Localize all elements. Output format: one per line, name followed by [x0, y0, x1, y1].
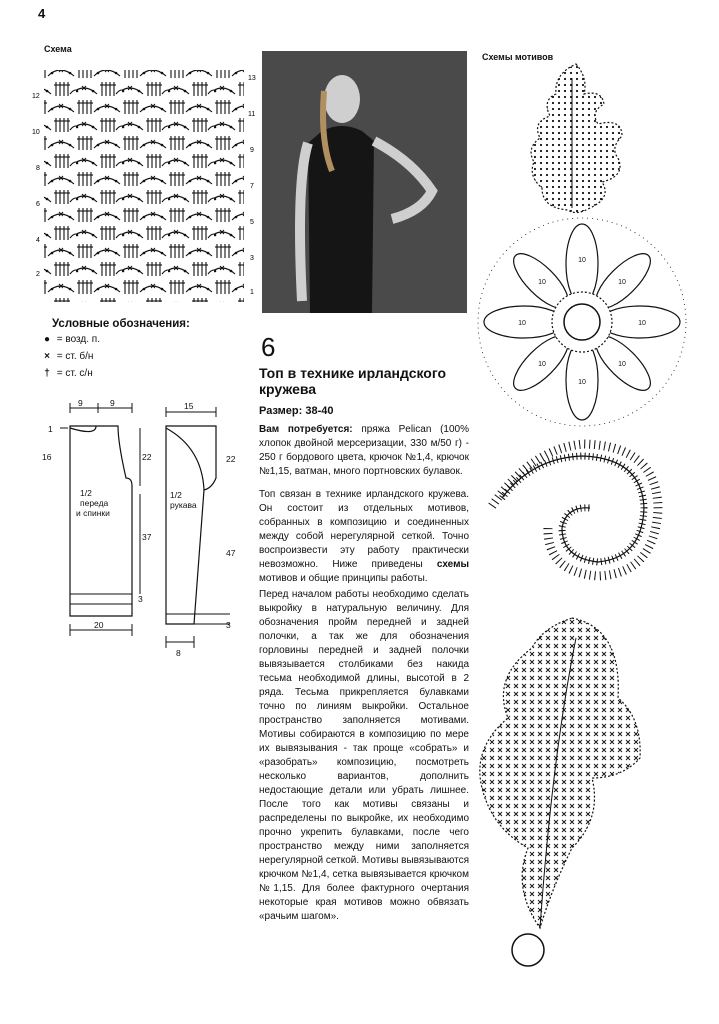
dimension-label: 8 [176, 648, 181, 658]
legend-item [40, 368, 93, 379]
piece-label: 1/2 [170, 490, 182, 500]
pattern-front-back [38, 398, 168, 660]
large-leaf-motif [480, 618, 640, 966]
dimension-label: 9 [110, 398, 115, 408]
petal-number: 10 [618, 279, 626, 286]
legend-symbol: † [44, 368, 50, 379]
stitch-chart [30, 62, 260, 307]
row-number: 1 [250, 289, 254, 296]
materials-paragraph [259, 423, 469, 479]
dimension-label: 3 [138, 594, 143, 604]
dimension-label: 22 [142, 452, 152, 462]
model-silhouette [262, 51, 467, 313]
dimension-label: 47 [226, 548, 236, 558]
flower-motif [478, 218, 686, 426]
dimension-label: 15 [184, 401, 194, 411]
paragraph-2: Перед началом работы необходимо сделать выкройку в натуральную величину. Для обозначения пройм передней и задней полочки, а так же для обозначения горловины передней и задней полочки вывязывается столбиками без накида тесьма необходимой длины, высотой в 2 ряда. Тесьма прикрепляется булавками точно по линиям выкройки. Остальное пространство заполняется мотивами. Мотивы собираются в композицию по мере их вывязывания - так проще «собрать» и «разобрать» композицию, посмотреть несколько вариантов, дополнить недостающие детали или убрать лишнее. После того как мотивы связаны и распределены по выкройке, их необходимо прочно укрепить булавками, после чего пространство между ними заполняется нерегулярной сеткой. Мотивы вывязываются крючком №1,4, сетка вывязывается крючком №1,15. Для более фактурного очертания некоторые края мотивов можно обвязать «рачьим шагом». [259, 589, 469, 922]
dimension-label: 22 [226, 454, 236, 464]
legend-symbol: ● [43, 334, 51, 345]
paragraph-1-text: Топ связан в технике ирландского кружева. Он состоит из отдельных мотивов, собранных в композицию и соединенных между собой нерегулярной сеткой. Точно воспроизвести эту работу практически невозможно. Ниже приведены [259, 489, 469, 570]
article-number: 6 [261, 332, 276, 362]
paragraph-1-text-end: мотивов и общие принципы работы. [259, 573, 428, 584]
piece-label: и спинки [76, 508, 110, 518]
model-photo [262, 51, 467, 313]
dimension-label: 37 [142, 532, 152, 542]
row-number: 12 [32, 93, 40, 100]
row-number: 6 [36, 201, 40, 208]
petal-number: 10 [518, 320, 526, 327]
paragraph-1-bold: схемы [436, 559, 469, 570]
petal-number: 10 [638, 320, 646, 327]
legend-text: = ст. б/н [56, 351, 94, 362]
chart-stitch-grid [44, 70, 244, 302]
row-number: 5 [250, 219, 254, 226]
legend-item [40, 351, 93, 362]
leaf-motif [531, 64, 622, 213]
row-number: 13 [248, 75, 256, 82]
row-number: 3 [250, 255, 254, 262]
row-number: 4 [36, 237, 40, 244]
dimension-label: 1 [48, 424, 53, 434]
petal-number: 10 [578, 379, 586, 386]
paragraph-1 [259, 488, 469, 586]
size-line: Размер: 38-40 [259, 405, 334, 417]
legend-title: Условные обозначения: [52, 318, 190, 330]
pattern-sleeve [150, 398, 250, 660]
dimension-label: 3 [226, 620, 231, 630]
materials-lead: Вам потребуется: [259, 424, 353, 435]
dimension-label: 20 [94, 620, 104, 630]
piece-label: 1/2 [80, 488, 92, 498]
page-number: 4 [38, 6, 46, 21]
legend-symbol: × [44, 351, 50, 362]
row-number: 9 [250, 147, 254, 154]
dimension-label: 9 [78, 398, 83, 408]
materials-text: пряжа Pelican (100% хлопок двойной мерсеризации, 330 м/50 г) - 250 г бордового цвета, крючок №1,4, крючок №1,15, ватман, много портновских булавок. [259, 424, 469, 477]
petal-number: 10 [538, 361, 546, 368]
piece-label: переда [80, 498, 109, 508]
petal-number: 10 [538, 279, 546, 286]
legend-text: = ст. с/н [56, 368, 93, 379]
article-title: Топ в технике ирландского кружева [259, 365, 447, 397]
spiral-motif [492, 444, 658, 576]
petal-number: 10 [618, 361, 626, 368]
row-number: 7 [250, 183, 254, 190]
motifs-label: Схемы мотивов [482, 52, 554, 62]
legend-text: = возд. п. [56, 334, 100, 345]
row-number: 2 [36, 271, 40, 278]
petal-number: 10 [578, 257, 586, 264]
row-number: 11 [248, 111, 256, 118]
row-number: 8 [36, 165, 40, 172]
piece-label: рукава [170, 500, 197, 510]
row-number: 10 [32, 129, 40, 136]
legend-item [40, 334, 100, 345]
motif-diagrams [472, 58, 712, 978]
schema-label: Схема [44, 44, 72, 54]
dimension-label: 16 [42, 452, 52, 462]
